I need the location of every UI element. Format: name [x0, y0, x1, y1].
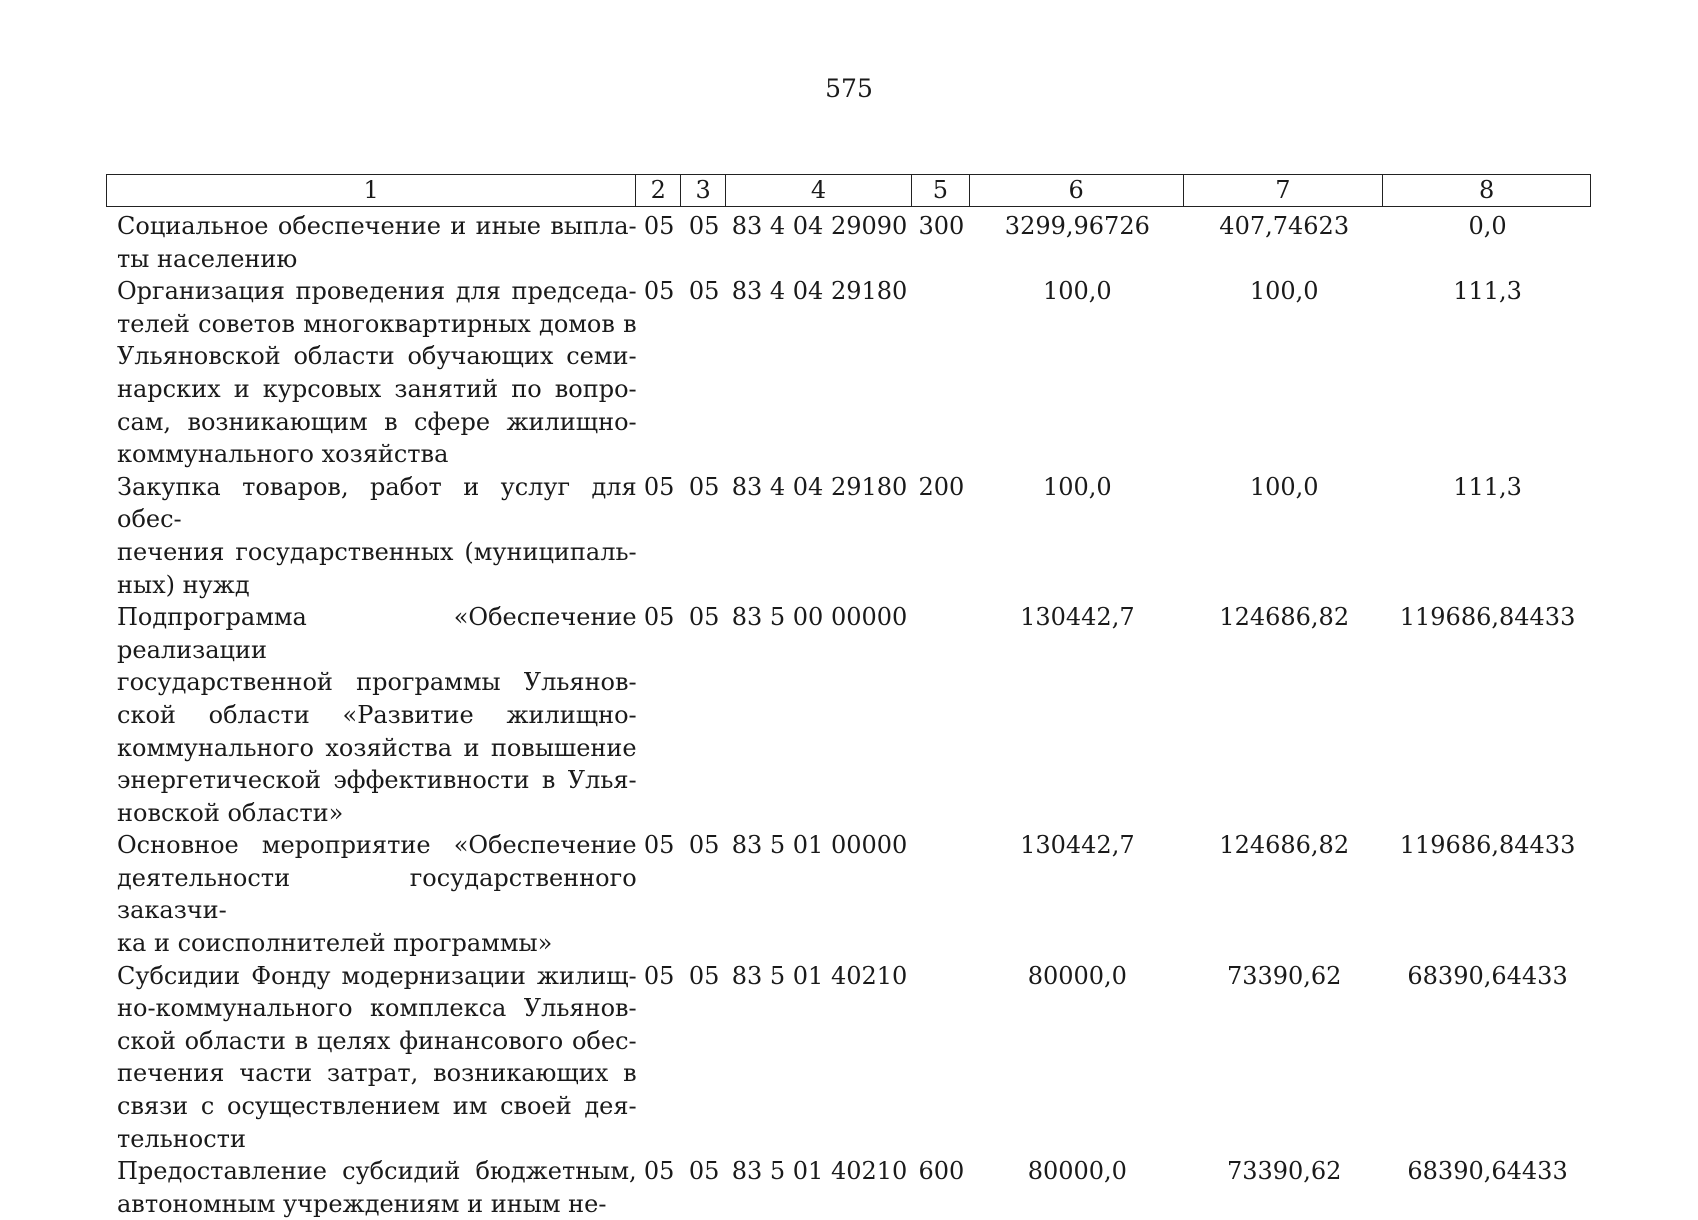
- section-code: 05: [643, 212, 675, 240]
- column-header-2: 2: [636, 175, 681, 206]
- description-line: Подпрограмма «Обеспечение реализации: [117, 603, 637, 664]
- description-line: Социальное обеспечение и иные выпла-: [117, 212, 637, 240]
- target-article-code: 83 5 01 40210: [731, 1157, 908, 1186]
- column-header-6: 6: [970, 175, 1184, 206]
- description-line: Субсидии Фонду модернизации жилищ-: [117, 961, 637, 990]
- row-description: [106, 210, 637, 275]
- expense-type-code: [912, 829, 970, 959]
- row-description: [106, 960, 637, 1156]
- amount-column-7: 100,0: [1249, 277, 1319, 306]
- table-row: [106, 471, 1591, 601]
- table-row: [106, 210, 1591, 275]
- expense-type-code: [912, 960, 970, 1156]
- column-header-4: 4: [726, 175, 912, 206]
- target-article-code: 83 4 04 29180: [731, 472, 908, 501]
- description-line: печения части затрат, возникающих в: [117, 1059, 637, 1088]
- description-line: энергетической эффективности в Улья-: [117, 766, 637, 795]
- expense-type-code: [912, 275, 970, 471]
- column-header-5: 5: [912, 175, 970, 206]
- amount-column-7: 100,0: [1249, 472, 1319, 501]
- subsection-code: 05: [688, 277, 720, 306]
- row-description: [106, 601, 637, 829]
- amount-column-7: 124686,82: [1219, 831, 1350, 860]
- subsection-code: 05: [688, 212, 720, 240]
- column-header-7: 7: [1184, 175, 1384, 206]
- subsection-code: 05: [688, 472, 720, 501]
- description-line: автономным учреждениям и иным не-: [117, 1189, 607, 1218]
- target-article-code: 83 4 04 29180: [731, 277, 908, 306]
- subsection-code: 05: [688, 961, 720, 990]
- amount-column-8: 111,3: [1453, 472, 1522, 501]
- amount-column-6: 130442,7: [1020, 603, 1135, 632]
- row-description: [106, 1155, 637, 1220]
- row-description: [106, 829, 637, 959]
- target-article-code: 83 5 01 40210: [731, 961, 908, 990]
- amount-column-8: 111,3: [1453, 277, 1522, 306]
- description-line: печения государственных (муниципаль-: [117, 537, 637, 566]
- section-code: 05: [643, 277, 675, 306]
- table-body: [106, 210, 1591, 1220]
- section-code: 05: [643, 1157, 675, 1186]
- description-line: коммунального хозяйства и повышение: [117, 733, 637, 762]
- description-line: но-коммунального комплекса Ульянов-: [117, 994, 637, 1023]
- description-line: государственной программы Ульянов-: [117, 668, 637, 697]
- section-code: 05: [643, 603, 675, 632]
- description-line: Организация проведения для председа-: [117, 277, 637, 306]
- amount-column-6: 100,0: [1042, 472, 1112, 501]
- column-header-3: 3: [681, 175, 726, 206]
- amount-column-7: 73390,62: [1226, 961, 1342, 990]
- table-row: [106, 829, 1591, 959]
- description-line: новской области»: [117, 798, 344, 827]
- table-row: [106, 1155, 1591, 1220]
- table-row: [106, 275, 1591, 471]
- amount-column-6: 130442,7: [1020, 831, 1135, 860]
- column-header-1: 1: [107, 175, 636, 206]
- target-article-code: 83 5 01 00000: [731, 831, 908, 860]
- amount-column-6: 3299,96726: [1004, 212, 1150, 240]
- amount-column-7: 407,74623: [1219, 212, 1350, 240]
- amount-column-6: 100,0: [1042, 277, 1112, 306]
- subsection-code: 05: [688, 1157, 720, 1186]
- row-description: [106, 275, 637, 471]
- table-header-row: [106, 174, 1591, 207]
- description-line: ской области в целях финансового обес-: [117, 1026, 637, 1055]
- description-line: Ульяновской области обучающих семи-: [117, 342, 637, 371]
- amount-column-7: 73390,62: [1226, 1157, 1342, 1186]
- row-description: [106, 471, 637, 601]
- amount-column-6: 80000,0: [1027, 961, 1127, 990]
- section-code: 05: [643, 831, 675, 860]
- target-article-code: 83 5 00 00000: [731, 603, 908, 632]
- description-line: ской области «Развитие жилищно-: [117, 700, 637, 729]
- description-line: связи с осуществлением им своей дея-: [117, 1092, 637, 1121]
- amount-column-8: 0,0: [1468, 212, 1507, 240]
- description-line: ных) нужд: [117, 570, 250, 599]
- amount-column-6: 80000,0: [1027, 1157, 1127, 1186]
- expense-type-code: [912, 601, 970, 829]
- section-code: 05: [643, 961, 675, 990]
- table-row: [106, 601, 1591, 829]
- description-line: телей советов многоквартирных домов в: [117, 309, 637, 338]
- description-line: коммунального хозяйства: [117, 440, 449, 469]
- amount-column-8: 68390,64433: [1407, 961, 1568, 990]
- target-article-code: 83 4 04 29090: [731, 212, 908, 240]
- expense-type-code: 600: [918, 1157, 965, 1186]
- amount-column-8: 119686,84433: [1399, 831, 1576, 860]
- amount-column-8: 119686,84433: [1399, 603, 1576, 632]
- expense-type-code: 300: [918, 212, 965, 240]
- table-row: [106, 960, 1591, 1156]
- column-header-8: 8: [1479, 176, 1495, 204]
- description-line: Основное мероприятие «Обеспечение: [117, 831, 637, 860]
- description-line: тельности: [117, 1124, 246, 1153]
- description-line: деятельности государственного заказчи-: [117, 863, 637, 925]
- description-line: нарских и курсовых занятий по вопро-: [117, 374, 637, 403]
- description-line: Закупка товаров, работ и услуг для обес-: [117, 472, 637, 534]
- amount-column-7: 124686,82: [1219, 603, 1350, 632]
- description-line: ты населению: [117, 244, 298, 273]
- description-line: Предоставление субсидий бюджетным,: [117, 1157, 637, 1186]
- subsection-code: 05: [688, 831, 720, 860]
- amount-column-8: 68390,64433: [1407, 1157, 1568, 1186]
- description-line: сам, возникающим в сфере жилищно-: [117, 407, 637, 436]
- description-line: ка и соисполнителей программы»: [117, 929, 553, 958]
- expense-type-code: 200: [918, 472, 965, 501]
- page-number: 575: [825, 74, 873, 103]
- subsection-code: 05: [688, 603, 720, 632]
- section-code: 05: [643, 472, 675, 501]
